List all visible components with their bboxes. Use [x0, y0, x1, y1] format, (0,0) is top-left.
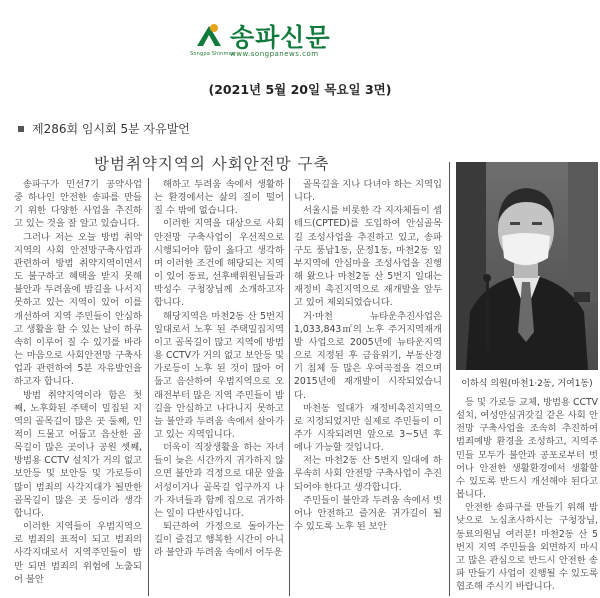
- logo-subtitle: Songpa Shinmun: [190, 51, 236, 57]
- paragraph: 마천동 일대가 재정비촉진지역으로 지정되었지만 실제로 주민들이 이주가 시작되려면 앞으로 3~5년 후에나 가능할 것입니다.: [294, 402, 442, 454]
- column-divider: [148, 178, 149, 596]
- paragraph: 방범 취약지역이라 함은 첫째, 노후화된 주택이 밀집된 지역의 골목길이 많은 곳 둘째, 인적이 드물고 어둡고 음산한 골목길이 많은 곳이나 공원 셋째, 방범용 CCTV 설치가 거의 없고 보안등 및 보안등 및 가로등이 많이 범죄의 사각지대가 될만한 골목길이 많은 곳 등이라 생각합니다.: [14, 389, 142, 519]
- paragraph: 주민들이 불안과 두려움 속에서 벗어나 안전하고 즐거운 귀가길이 될 수 있도록 노후 된 보안: [294, 494, 442, 533]
- photo-caption: 이하식 의원(마천1·2동, 거여1동): [461, 379, 593, 389]
- dateline: (2021년 5월 20일 목요일 3면): [208, 82, 392, 97]
- article-column-1: [14, 178, 142, 598]
- newspaper-title: 송파신문: [230, 23, 331, 52]
- section-label-text: 제286회 임시회 5분 자유발언: [32, 122, 190, 136]
- paragraph: 퇴근하여 가정으로 돌아가는 길이 즐겁고 행복한 시간이 아니라 불안과 두려움 속에서 어두운: [154, 521, 284, 559]
- newspaper-logo-icon: [194, 20, 224, 50]
- article-column-4: [456, 396, 598, 598]
- paragraph: 더욱이 직장생활을 하는 자녀들이 늦은 시간까지 귀가하지 않으면 불안과 걱정으로 대문 앞을 서성이거나 골목길 입구까지 나가 자녀들과 함께 집으로 귀가하는 일이 다반사입니다.: [154, 442, 284, 519]
- paragraph: 안전한 송파구를 만들기 위해 밤낮으로 노심초사하시는 구청장님, 동료의원님 여러분! 마천2동 산 5번지 지역 주민들을 외면하지 마시고 많은 관심으로 반드시 안전한 송파 만들기 사업이 진행될 수 있도록 협조해 주시기 바랍니다.: [456, 502, 598, 593]
- article-headline: 방범취약지역의 사회안전망 구축: [94, 155, 330, 173]
- paragraph: 해당지역은 마천2동 산 5번지 일대로서 노후 된 주택밀집지역이고 골목길이 많고 지역에 방범용 CCTV가 거의 없고 보안등 및 가로등이 노후 된 것이 많아 어둡고 음산하여 우범지역으로 오래전부터 많은 지역 주민들이 밤길을 안심하고 나다니지 못하고 늘 불안과 두려움 속에서 살아가고 있는 지역입니다.: [154, 310, 284, 440]
- paragraph: 거·마천 뉴타운추진사업은 1,033,843㎡의 노후 주거지역재개발 사업으로 2005년에 뉴타운지역으로 지정된 후 금융위기, 부동산경기 침체 등 많은 우여곡절을 겪으며 2015년에 재개발이 시작되었습니다.: [294, 310, 442, 401]
- speaker-portrait-icon: [456, 162, 598, 370]
- paragraph: 송파구가 민선7기 공약사업 중 하나인 안전한 송파를 만들기 위한 다양한 사업을 추진하고 있는 것을 잘 알고 있습니다.: [14, 179, 142, 230]
- article-column-3: [294, 178, 442, 598]
- paragraph: 그러나 저는 오늘 방범 취약지역의 사회 안전망구축사업과 관련하여 방범 취약지역이면서도 불구하고 혜택을 받지 못해 불안과 두려움에 밤길을 나서지 못하고 있는 지역이 있어 이를 개선하여 지역 주민들이 안심하고 생활을 할 수 있는 날이 하루 속히 이루어 질 수 있기를 바라는 마음으로 사회안전망 구축사업과 관련하여 5분 자유발언을 하고자 합니다.: [14, 231, 142, 388]
- section-label: [18, 120, 190, 137]
- paragraph: 골목길을 지나 다녀야 하는 지역입니다.: [294, 179, 442, 204]
- paragraph: 이러한 지역을 대상으로 사회 안전망 구축사업이 우선적으로 시행되어야 함이 옳다고 생각하며 이러한 조건에 해당되는 지역이 있어 동료, 선후배위원님들과 박성수 구청장님께 소개하고자 합니다.: [154, 218, 284, 309]
- paragraph: 등 및 가로등 교체, 방범용 CCTV 설치, 여성안심귀갓길 같은 사회 안전망 구축사업을 조속히 추진하여 범죄예방 환경을 조성하고, 지역주민들 모두가 불안과 공포로부터 벗어나 안전한 생활환경에서 생활할 수 있도록 반드시 개선해야 된다고 봅니다.: [456, 397, 598, 501]
- column-divider: [289, 178, 290, 596]
- masthead: [186, 18, 426, 62]
- column-divider: [449, 162, 450, 596]
- newspaper-url: www.songpanews.com: [230, 50, 319, 58]
- paragraph: 저는 마천2동 산 5번지 일대에 하루속히 사회 안전망 구축사업이 추진되어야 한다고 생각합니다.: [294, 455, 442, 493]
- paragraph: 해하고 두려움 속에서 생활하는 환경에서는 삶의 질이 떨어 질 수 밖에 없습니다.: [154, 179, 284, 217]
- article-column-2: [154, 178, 284, 598]
- paragraph: 서울시를 비롯한 각 지자체들이 셉테드(CPTED)를 도입하여 안심골목길 조성사업을 추진하고 있고, 송파구도 풍납1동, 문정1동, 마천2동 일부지역에 안심마을 조성사업을 진행해 왔으나 마천2동 산 5번지 일대는 재정비 촉진지역으로 재개발을 앞두고 있어 제외되었습니다.: [294, 205, 442, 309]
- speaker-photo: [456, 162, 598, 370]
- paragraph: 이러한 지역들이 우범지역으로 범죄의 표적이 되고 범죄의 사각지대로서 지역주민들이 밤만 되면 범죄의 위험에 노출되어 불안: [14, 521, 142, 585]
- bullet-square-icon: [18, 126, 24, 132]
